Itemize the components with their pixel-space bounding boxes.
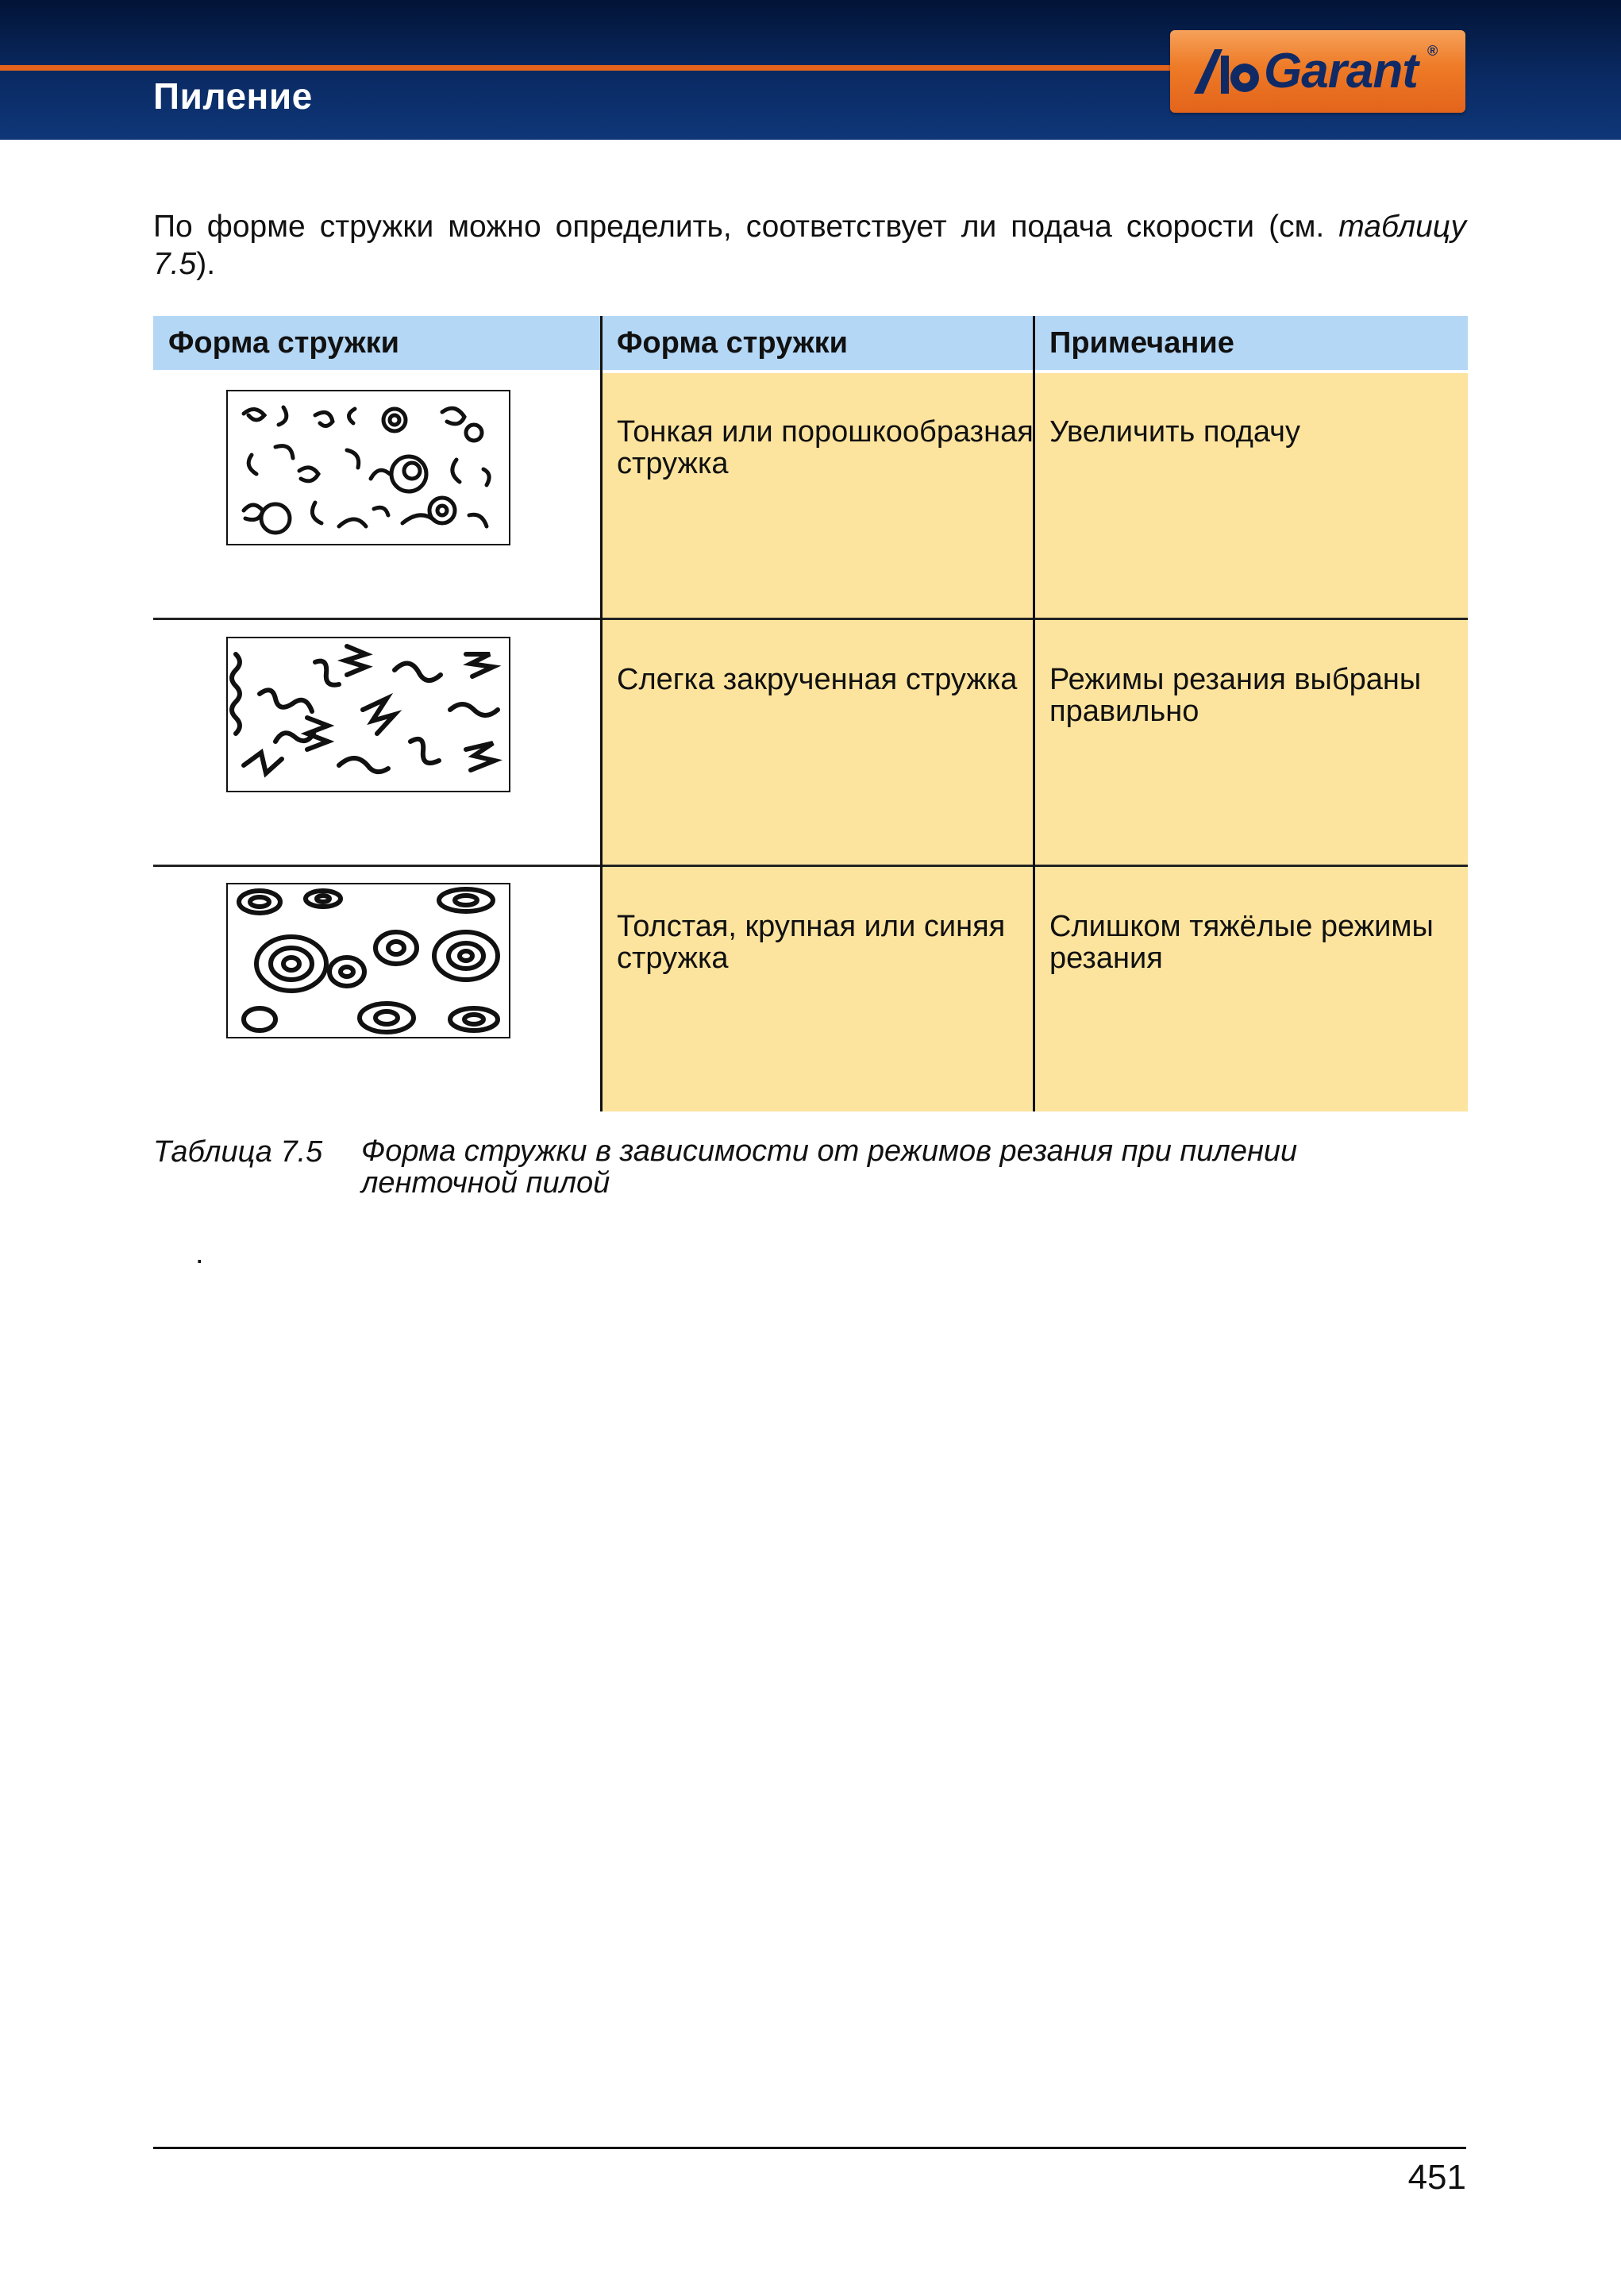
- table-header: [153, 316, 1468, 370]
- row3-note-text: Слишком тяжёлые режимы резания: [1049, 910, 1434, 975]
- thick-coarse-chips-image: [226, 883, 510, 1038]
- page-header: [0, 0, 1621, 140]
- slightly-curled-chips-image: [226, 637, 510, 792]
- header-note: Примечание: [1049, 326, 1234, 360]
- section-title: Пиление: [153, 75, 313, 117]
- footer-rule: [153, 2147, 1466, 2149]
- intro-paragraph: По форме стружки можно определить, соответствует ли подача скорости (см. таблицу 7.5).: [153, 210, 1466, 281]
- header-chip-shape: Форма стружки: [617, 326, 849, 360]
- page-number: 451: [1407, 2158, 1466, 2197]
- fine-powder-chips-image: [226, 390, 510, 545]
- row1-shape-text: Тонкая или порошкообразная стружка: [617, 415, 1034, 480]
- logo-wordmark: Garant: [1264, 44, 1418, 98]
- registered-mark: ®: [1427, 43, 1438, 59]
- header-chip-shape-image: Форма стружки: [168, 326, 400, 360]
- table-reference: таблицу 7.5: [153, 210, 1466, 281]
- row2-shape-text: Слегка закрученная стружка: [617, 663, 1018, 696]
- table-caption-text: Форма стружки в зависимости от режимов резания при пилении ленточной пилой: [361, 1135, 1298, 1200]
- row2-note-text: Режимы резания выбраны правильно: [1049, 663, 1422, 728]
- row1-note-text: Увеличить подачу: [1049, 415, 1300, 449]
- table-caption-label: Таблица 7.5: [153, 1135, 323, 1169]
- stray-dot: .: [195, 1237, 204, 1270]
- garant-emblem-icon: [1191, 46, 1264, 97]
- header-accent-line: [0, 65, 1175, 71]
- garant-logo: [1170, 30, 1465, 113]
- row3-shape-text: Толстая, крупная или синяя стружка: [617, 910, 1006, 975]
